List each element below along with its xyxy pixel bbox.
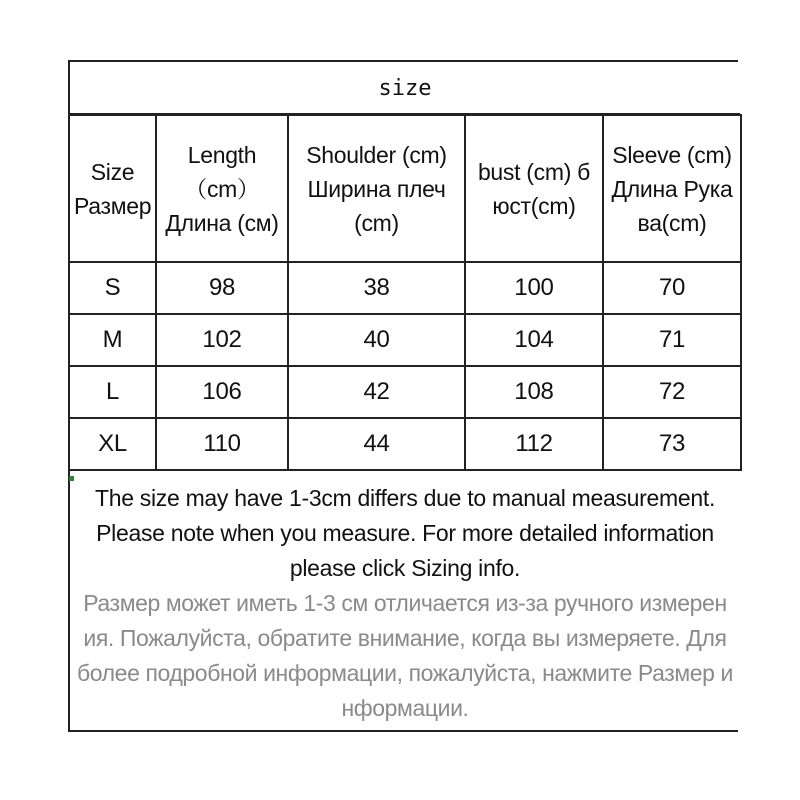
table-cell: 71: [603, 314, 741, 366]
header-line: bust (cm) б: [477, 158, 591, 185]
header-line: Размер: [74, 192, 152, 219]
table-cell: 110: [156, 418, 288, 470]
header-line: Length: [187, 141, 257, 168]
header-shoulder: [288, 115, 465, 262]
header-length: [156, 115, 288, 262]
table-cell: L: [69, 366, 156, 418]
table-header-row: [69, 115, 741, 262]
note-en-line: please click Sizing info.: [289, 555, 521, 581]
table-cell: 106: [156, 366, 288, 418]
table-cell: 42: [288, 366, 465, 418]
header-size: [69, 115, 156, 262]
table-cell: 112: [465, 418, 603, 470]
table-cell: 102: [156, 314, 288, 366]
table-cell: M: [69, 314, 156, 366]
table-cell: 73: [603, 418, 741, 470]
size-chart: [68, 60, 738, 732]
measurement-note: [70, 481, 740, 726]
table-cell: 44: [288, 418, 465, 470]
header-line: Длина Рука: [611, 175, 733, 202]
table-cell: 38: [288, 262, 465, 314]
table-cell: S: [69, 262, 156, 314]
table-row: [69, 314, 741, 366]
table-cell: 70: [603, 262, 741, 314]
header-line: Длина (см): [165, 209, 279, 236]
header-line: （cm）: [184, 175, 260, 202]
table-cell: 100: [465, 262, 603, 314]
table-cell: 98: [156, 262, 288, 314]
header-line: Size: [90, 158, 135, 185]
header-line: ва(cm): [637, 209, 707, 236]
table-cell: XL: [69, 418, 156, 470]
table-row: [69, 418, 741, 470]
header-sleeve: [603, 115, 741, 262]
note-ru-line: Размер может иметь 1-3 см отличается из-за ручного измерен: [83, 590, 727, 616]
table-cell: 40: [288, 314, 465, 366]
note-en-line: Please note when you measure. For more detailed information: [96, 520, 714, 546]
table-cell: 108: [465, 366, 603, 418]
note-en-line: The size may have 1-3cm differs due to manual measurement.: [94, 485, 716, 511]
size-table: [68, 114, 742, 471]
header-line: юст(cm): [492, 192, 576, 219]
note-ru-line: более подробной информации, пожалуйста, нажмите Размер и: [77, 660, 733, 686]
note-ru-line: ия. Пожалуйста, обратите внимание, когда вы измеряете. Для: [83, 625, 727, 651]
table-title: size: [70, 62, 740, 115]
header-bust: [465, 115, 603, 262]
header-line: (cm): [354, 209, 399, 236]
table-row: [69, 262, 741, 314]
header-line: Shoulder (cm): [306, 141, 447, 168]
table-cell: 72: [603, 366, 741, 418]
header-line: Sleeve (cm): [612, 141, 732, 168]
header-line: Ширина плеч: [307, 175, 446, 202]
table-row: [69, 366, 741, 418]
note-ru-line: нформации.: [341, 695, 469, 721]
table-cell: 104: [465, 314, 603, 366]
